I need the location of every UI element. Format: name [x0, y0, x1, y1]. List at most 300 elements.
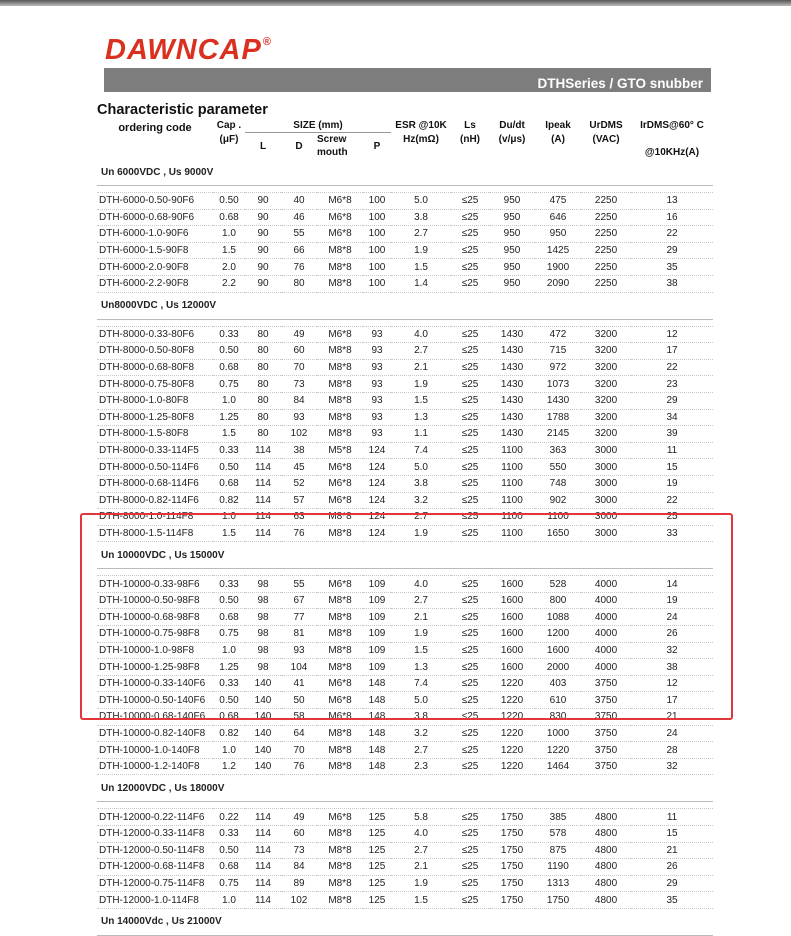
brand-logo	[105, 34, 272, 67]
cell-esr: 1.9	[391, 376, 451, 393]
cell-irdms: 19	[631, 475, 713, 492]
cell-irdms: 32	[631, 642, 713, 659]
cell-diameter: 40	[281, 193, 317, 210]
cell-cap: 0.22	[213, 809, 245, 826]
cell-esr: 1.9	[391, 525, 451, 542]
cell-ordering-code: DTH-10000-0.68-98F8	[97, 609, 213, 626]
cell-pitch: 93	[363, 376, 391, 393]
cell-esr: 2.3	[391, 758, 451, 775]
table-row	[97, 826, 713, 843]
cell-cap: 1.5	[213, 525, 245, 542]
cell-ordering-code: DTH-10000-0.68-140F6	[97, 709, 213, 726]
cell-irdms: 16	[631, 209, 713, 226]
table-row	[97, 892, 713, 909]
cell-diameter: 81	[281, 626, 317, 643]
cell-irdms: 15	[631, 459, 713, 476]
cell-ls: ≤25	[451, 343, 489, 360]
cell-screw: M8*8	[317, 892, 363, 909]
cell-urdms: 3200	[581, 343, 631, 360]
cell-length: 80	[245, 326, 281, 343]
cell-irdms: 33	[631, 525, 713, 542]
cell-esr: 1.3	[391, 409, 451, 426]
cell-ipeak: 1900	[535, 259, 581, 276]
group-title: Un 14000Vdc , Us 21000V	[97, 908, 713, 935]
cell-ordering-code: DTH-6000-2.2-90F8	[97, 275, 213, 292]
cell-ls: ≤25	[451, 492, 489, 509]
series-label: DTHSeries / GTO snubber	[537, 76, 703, 91]
cell-urdms: 2250	[581, 193, 631, 210]
cell-ls: ≤25	[451, 442, 489, 459]
cell-pitch: 109	[363, 592, 391, 609]
cell-ipeak: 1088	[535, 609, 581, 626]
cell-screw: M6*8	[317, 209, 363, 226]
table-row	[97, 242, 713, 259]
cell-cap: 1.25	[213, 659, 245, 676]
cell-ls: ≤25	[451, 475, 489, 492]
cell-pitch: 124	[363, 442, 391, 459]
cell-cap: 0.33	[213, 576, 245, 593]
cell-ipeak: 2145	[535, 426, 581, 443]
group-header-row	[97, 775, 713, 802]
cell-irdms: 29	[631, 392, 713, 409]
table-row	[97, 875, 713, 892]
cell-esr: 3.2	[391, 492, 451, 509]
cell-ipeak: 475	[535, 193, 581, 210]
cell-ordering-code: DTH-10000-0.33-140F6	[97, 675, 213, 692]
cell-ordering-code: DTH-10000-0.50-98F8	[97, 592, 213, 609]
cell-esr: 2.1	[391, 609, 451, 626]
cell-pitch: 148	[363, 675, 391, 692]
cell-esr: 1.1	[391, 426, 451, 443]
cell-ordering-code: DTH-8000-0.68-80F8	[97, 359, 213, 376]
cell-ordering-code: DTH-10000-1.0-140F8	[97, 742, 213, 759]
cell-pitch: 124	[363, 492, 391, 509]
cell-urdms: 3200	[581, 359, 631, 376]
cell-dudt: 1750	[489, 859, 535, 876]
cell-ipeak: 875	[535, 842, 581, 859]
col-cap-unit: (μF)	[219, 133, 239, 145]
cell-cap: 0.50	[213, 692, 245, 709]
cell-length: 114	[245, 809, 281, 826]
cell-diameter: 49	[281, 809, 317, 826]
cell-ipeak: 363	[535, 442, 581, 459]
cell-irdms: 14	[631, 576, 713, 593]
cell-ordering-code: DTH-8000-0.82-114F6	[97, 492, 213, 509]
cell-pitch: 93	[363, 343, 391, 360]
table-row	[97, 442, 713, 459]
cell-length: 90	[245, 242, 281, 259]
cell-urdms: 2250	[581, 242, 631, 259]
cell-ls: ≤25	[451, 326, 489, 343]
cell-cap: 1.5	[213, 242, 245, 259]
cell-cap: 2.0	[213, 259, 245, 276]
cell-ipeak: 902	[535, 492, 581, 509]
col-irdms-unit: @10KHz(A)	[644, 147, 700, 158]
cell-ordering-code: DTH-12000-0.75-114F8	[97, 875, 213, 892]
cell-cap: 1.0	[213, 742, 245, 759]
group-header-row	[97, 292, 713, 319]
cell-diameter: 55	[281, 226, 317, 243]
cell-ordering-code: DTH-8000-0.75-80F8	[97, 376, 213, 393]
cell-dudt: 1100	[489, 475, 535, 492]
cell-ls: ≤25	[451, 859, 489, 876]
cell-screw: M8*8	[317, 758, 363, 775]
cell-length: 90	[245, 259, 281, 276]
cell-esr: 2.1	[391, 359, 451, 376]
cell-dudt: 1600	[489, 609, 535, 626]
cell-ls: ≤25	[451, 742, 489, 759]
cell-diameter: 57	[281, 492, 317, 509]
cell-length: 98	[245, 659, 281, 676]
cell-pitch: 124	[363, 509, 391, 526]
cell-urdms: 3750	[581, 692, 631, 709]
cell-ipeak: 550	[535, 459, 581, 476]
cell-urdms: 3200	[581, 409, 631, 426]
cell-screw: M6*8	[317, 809, 363, 826]
cell-ordering-code: DTH-8000-1.0-114F8	[97, 509, 213, 526]
cell-screw: M8*8	[317, 426, 363, 443]
cell-cap: 0.82	[213, 725, 245, 742]
cell-ordering-code: DTH-6000-1.5-90F8	[97, 242, 213, 259]
cell-screw: M5*8	[317, 442, 363, 459]
cell-diameter: 102	[281, 892, 317, 909]
cell-esr: 5.8	[391, 809, 451, 826]
col-ls: Ls	[464, 119, 476, 131]
cell-ls: ≤25	[451, 359, 489, 376]
cell-screw: M6*8	[317, 226, 363, 243]
cell-diameter: 93	[281, 642, 317, 659]
cell-ls: ≤25	[451, 193, 489, 210]
cell-length: 80	[245, 359, 281, 376]
cell-pitch: 148	[363, 692, 391, 709]
cell-screw: M8*8	[317, 725, 363, 742]
cell-screw: M8*8	[317, 525, 363, 542]
section-title: Characteristic parameter	[97, 102, 268, 118]
cell-urdms: 3750	[581, 725, 631, 742]
cell-length: 90	[245, 275, 281, 292]
cell-pitch: 124	[363, 459, 391, 476]
cell-esr: 2.7	[391, 842, 451, 859]
cell-esr: 1.9	[391, 875, 451, 892]
cell-screw: M8*8	[317, 376, 363, 393]
cell-ordering-code: DTH-8000-1.0-80F8	[97, 392, 213, 409]
cell-esr: 3.8	[391, 209, 451, 226]
cell-diameter: 76	[281, 758, 317, 775]
cell-dudt: 950	[489, 226, 535, 243]
cell-urdms: 3000	[581, 459, 631, 476]
cell-irdms: 19	[631, 592, 713, 609]
cell-ipeak: 578	[535, 826, 581, 843]
table-row	[97, 392, 713, 409]
cell-irdms: 35	[631, 892, 713, 909]
group-title: Un 12000VDC , Us 18000V	[97, 775, 713, 802]
cell-length: 114	[245, 459, 281, 476]
col-l: L	[259, 140, 267, 152]
cell-length: 114	[245, 442, 281, 459]
cell-ls: ≤25	[451, 392, 489, 409]
cell-pitch: 93	[363, 409, 391, 426]
cell-esr: 1.9	[391, 626, 451, 643]
cell-diameter: 70	[281, 742, 317, 759]
cell-urdms: 4000	[581, 609, 631, 626]
cell-irdms: 35	[631, 259, 713, 276]
cell-irdms: 34	[631, 409, 713, 426]
cell-ipeak: 1073	[535, 376, 581, 393]
cell-diameter: 38	[281, 442, 317, 459]
cell-ordering-code: DTH-8000-0.68-114F6	[97, 475, 213, 492]
cell-cap: 1.5	[213, 426, 245, 443]
cell-pitch: 100	[363, 209, 391, 226]
cell-length: 114	[245, 492, 281, 509]
cell-diameter: 55	[281, 576, 317, 593]
cell-irdms: 22	[631, 226, 713, 243]
cell-screw: M6*8	[317, 709, 363, 726]
cell-diameter: 76	[281, 259, 317, 276]
cell-irdms: 11	[631, 442, 713, 459]
col-d: D	[295, 140, 303, 152]
cell-cap: 0.68	[213, 475, 245, 492]
cell-irdms: 26	[631, 859, 713, 876]
cell-pitch: 148	[363, 742, 391, 759]
cell-irdms: 32	[631, 758, 713, 775]
cell-dudt: 1750	[489, 892, 535, 909]
cell-ipeak: 950	[535, 226, 581, 243]
cell-diameter: 60	[281, 343, 317, 360]
cell-esr: 7.4	[391, 442, 451, 459]
cell-ls: ≤25	[451, 642, 489, 659]
cell-urdms: 3200	[581, 326, 631, 343]
cell-length: 114	[245, 842, 281, 859]
cell-diameter: 60	[281, 826, 317, 843]
cell-screw: M8*8	[317, 659, 363, 676]
cell-pitch: 109	[363, 642, 391, 659]
cell-diameter: 50	[281, 692, 317, 709]
cell-cap: 0.68	[213, 359, 245, 376]
cell-length: 80	[245, 409, 281, 426]
cell-screw: M6*8	[317, 193, 363, 210]
cell-dudt: 1600	[489, 642, 535, 659]
cell-diameter: 73	[281, 376, 317, 393]
cell-diameter: 89	[281, 875, 317, 892]
cell-irdms: 28	[631, 742, 713, 759]
cell-ls: ≤25	[451, 509, 489, 526]
cell-cap: 0.33	[213, 326, 245, 343]
cell-cap: 0.50	[213, 592, 245, 609]
cell-screw: M8*8	[317, 343, 363, 360]
cell-cap: 1.0	[213, 892, 245, 909]
cell-screw: M8*8	[317, 826, 363, 843]
cell-length: 140	[245, 692, 281, 709]
cell-ordering-code: DTH-12000-0.22-114F6	[97, 809, 213, 826]
cell-screw: M8*8	[317, 842, 363, 859]
cell-cap: 0.75	[213, 626, 245, 643]
cell-irdms: 22	[631, 359, 713, 376]
cell-ls: ≤25	[451, 592, 489, 609]
cell-cap: 1.0	[213, 509, 245, 526]
cell-ipeak: 715	[535, 343, 581, 360]
cell-urdms: 4800	[581, 842, 631, 859]
cell-ls: ≤25	[451, 409, 489, 426]
table-row	[97, 359, 713, 376]
window-top-bar	[0, 0, 791, 6]
cell-diameter: 84	[281, 392, 317, 409]
cell-length: 140	[245, 758, 281, 775]
group-title: Un 6000VDC , Us 9000V	[97, 159, 713, 186]
cell-screw: M6*8	[317, 459, 363, 476]
col-irdms: IrDMS@60° C	[640, 119, 704, 131]
cell-ipeak: 610	[535, 692, 581, 709]
cell-urdms: 2250	[581, 275, 631, 292]
col-esr: ESR @10K	[395, 119, 447, 131]
cell-dudt: 1750	[489, 809, 535, 826]
table-row	[97, 326, 713, 343]
highlight-box	[80, 513, 733, 720]
cell-length: 140	[245, 709, 281, 726]
cell-ls: ≤25	[451, 226, 489, 243]
cell-length: 90	[245, 209, 281, 226]
table-row	[97, 275, 713, 292]
cell-ipeak: 1220	[535, 742, 581, 759]
cell-urdms: 3000	[581, 509, 631, 526]
cell-screw: M8*8	[317, 609, 363, 626]
cell-dudt: 1430	[489, 359, 535, 376]
cell-dudt: 1430	[489, 376, 535, 393]
cell-screw: M8*8	[317, 742, 363, 759]
col-dudt: Du/dt	[499, 119, 525, 131]
cell-dudt: 1220	[489, 742, 535, 759]
cell-ordering-code: DTH-10000-0.33-98F6	[97, 576, 213, 593]
cell-screw: M8*8	[317, 242, 363, 259]
table-row	[97, 226, 713, 243]
cell-ls: ≤25	[451, 459, 489, 476]
cell-pitch: 93	[363, 392, 391, 409]
cell-esr: 1.5	[391, 259, 451, 276]
cell-ordering-code: DTH-8000-0.50-114F6	[97, 459, 213, 476]
cell-screw: M8*8	[317, 359, 363, 376]
cell-esr: 2.7	[391, 742, 451, 759]
table-row	[97, 475, 713, 492]
cell-esr: 3.2	[391, 725, 451, 742]
cell-diameter: 64	[281, 725, 317, 742]
cell-irdms: 17	[631, 692, 713, 709]
cell-dudt: 1600	[489, 659, 535, 676]
cell-cap: 0.50	[213, 842, 245, 859]
cell-cap: 0.68	[213, 609, 245, 626]
cell-irdms: 23	[631, 376, 713, 393]
group-title: Un 10000VDC , Us 15000V	[97, 542, 713, 569]
cell-esr: 1.5	[391, 642, 451, 659]
cell-ordering-code: DTH-6000-0.68-90F6	[97, 209, 213, 226]
cell-cap: 0.75	[213, 875, 245, 892]
cell-screw: M6*8	[317, 675, 363, 692]
cell-irdms: 38	[631, 275, 713, 292]
cell-ipeak: 403	[535, 675, 581, 692]
cell-screw: M8*8	[317, 859, 363, 876]
cell-irdms: 29	[631, 242, 713, 259]
cell-esr: 3.8	[391, 475, 451, 492]
cell-ipeak: 646	[535, 209, 581, 226]
cell-cap: 1.0	[213, 392, 245, 409]
cell-pitch: 125	[363, 875, 391, 892]
cell-urdms: 3000	[581, 442, 631, 459]
table-row	[97, 758, 713, 775]
cell-ipeak: 1313	[535, 875, 581, 892]
col-p: P	[373, 140, 381, 152]
cell-urdms: 4800	[581, 892, 631, 909]
cell-ipeak: 528	[535, 576, 581, 593]
cell-length: 114	[245, 859, 281, 876]
cell-screw: M8*8	[317, 509, 363, 526]
cell-dudt: 950	[489, 209, 535, 226]
cell-diameter: 93	[281, 409, 317, 426]
cell-ls: ≤25	[451, 809, 489, 826]
cell-ordering-code: DTH-12000-1.0-114F8	[97, 892, 213, 909]
cell-ordering-code: DTH-12000-0.33-114F8	[97, 826, 213, 843]
cell-cap: 0.68	[213, 859, 245, 876]
cell-ls: ≤25	[451, 242, 489, 259]
cell-ordering-code: DTH-12000-0.50-114F8	[97, 842, 213, 859]
cell-ls: ≤25	[451, 626, 489, 643]
cell-ls: ≤25	[451, 209, 489, 226]
cell-pitch: 125	[363, 892, 391, 909]
cell-screw: M8*8	[317, 409, 363, 426]
cell-length: 114	[245, 525, 281, 542]
cell-ipeak: 1190	[535, 859, 581, 876]
cell-diameter: 70	[281, 359, 317, 376]
cell-irdms: 29	[631, 875, 713, 892]
cell-pitch: 125	[363, 809, 391, 826]
cell-pitch: 148	[363, 758, 391, 775]
cell-urdms: 4000	[581, 659, 631, 676]
cell-length: 140	[245, 725, 281, 742]
cell-urdms: 3000	[581, 525, 631, 542]
cell-urdms: 3750	[581, 758, 631, 775]
cell-pitch: 125	[363, 842, 391, 859]
logo-text: DAWNCAP	[105, 34, 262, 66]
cell-dudt: 950	[489, 193, 535, 210]
cell-screw: M8*8	[317, 592, 363, 609]
cell-pitch: 100	[363, 275, 391, 292]
cell-ordering-code: DTH-8000-1.25-80F8	[97, 409, 213, 426]
cell-diameter: 41	[281, 675, 317, 692]
cell-screw: M8*8	[317, 392, 363, 409]
cell-ls: ≤25	[451, 426, 489, 443]
cell-ipeak: 800	[535, 592, 581, 609]
cell-dudt: 1430	[489, 392, 535, 409]
cell-pitch: 93	[363, 426, 391, 443]
cell-esr: 4.0	[391, 326, 451, 343]
cell-irdms: 21	[631, 842, 713, 859]
cell-cap: 0.68	[213, 709, 245, 726]
cell-ordering-code: DTH-8000-1.5-80F8	[97, 426, 213, 443]
cell-ipeak: 748	[535, 475, 581, 492]
cell-ls: ≤25	[451, 259, 489, 276]
cell-irdms: 25	[631, 509, 713, 526]
cell-dudt: 950	[489, 275, 535, 292]
cell-ipeak: 1000	[535, 725, 581, 742]
cell-ls: ≤25	[451, 892, 489, 909]
cell-dudt: 1100	[489, 492, 535, 509]
cell-diameter: 84	[281, 859, 317, 876]
cell-ordering-code: DTH-10000-0.50-140F6	[97, 692, 213, 709]
group-header-row	[97, 159, 713, 186]
cell-pitch: 125	[363, 826, 391, 843]
table-row	[97, 376, 713, 393]
cell-dudt: 1220	[489, 725, 535, 742]
cell-ipeak: 830	[535, 709, 581, 726]
cell-pitch: 109	[363, 609, 391, 626]
cell-screw: M8*8	[317, 626, 363, 643]
